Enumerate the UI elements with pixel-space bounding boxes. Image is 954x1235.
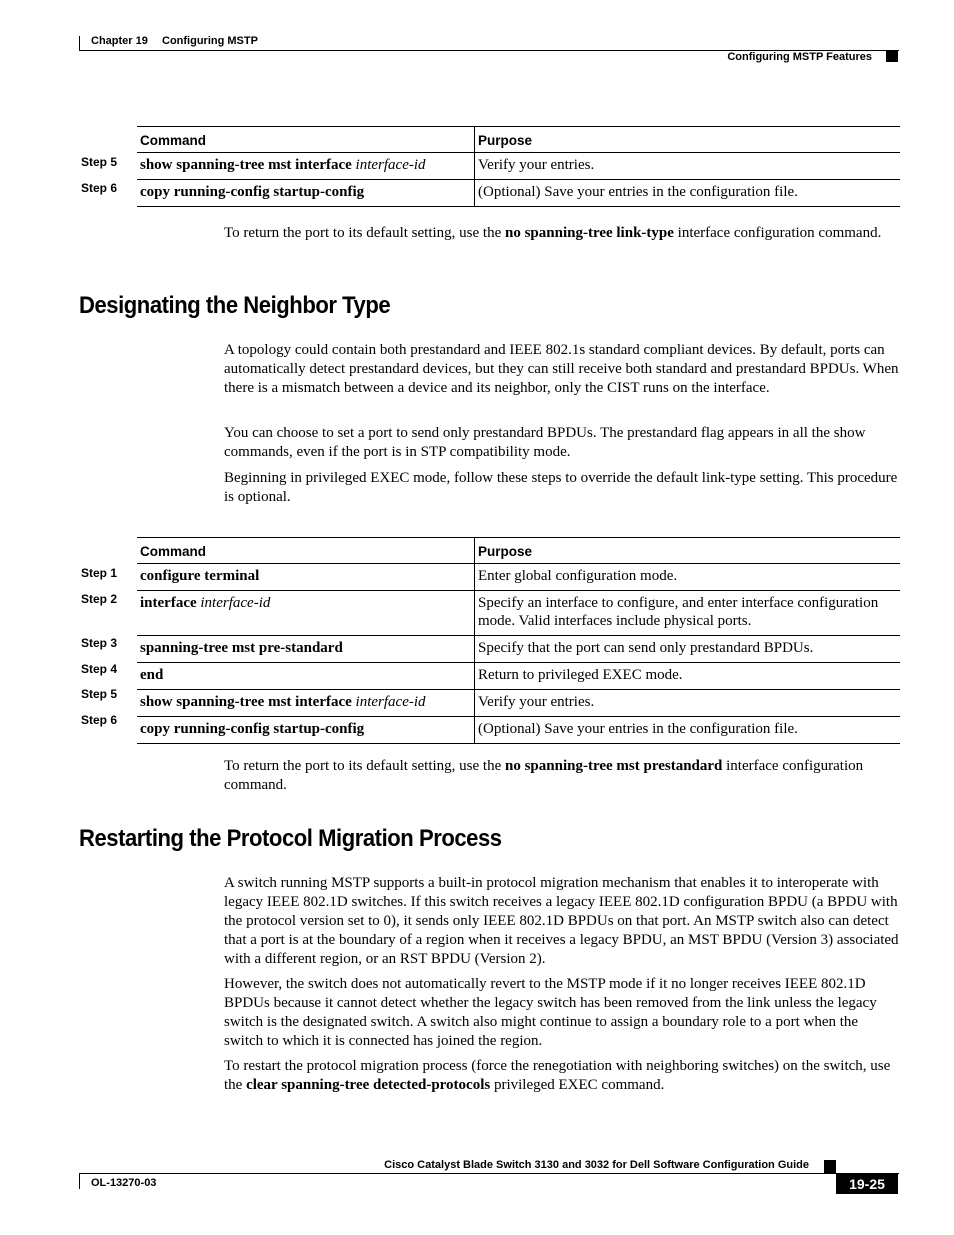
header-left-vertical-rule [79, 36, 80, 51]
section2-paragraph-3: To restart the protocol migration process (force the renegotiation with neighboring switches) on the switch, use the clear spanning-tree detected-protocols privileged EXEC command. [224, 1058, 891, 1093]
command-cell [137, 564, 475, 591]
table1-step-label: Step 6 [81, 181, 118, 195]
purpose-cell: Specify an interface to configure, and enter interface configuration mode. Valid interfaces include physical ports. [475, 591, 901, 636]
table2-step-label: Step 4 [81, 662, 118, 676]
command-argument: interface-id [355, 694, 426, 710]
header-marker-block [886, 50, 898, 62]
footer-doc-id: OL-13270-03 [91, 1177, 157, 1189]
table-row [137, 717, 900, 744]
table-row [137, 180, 900, 207]
command-cell [137, 636, 475, 663]
command-text: copy running-config startup-config [140, 184, 365, 200]
purpose-cell: Verify your entries. [475, 690, 901, 717]
table1-step-label: Step 5 [81, 155, 118, 169]
return-default-paragraph-2: To return the port to its default setting, use the no spanning-tree mst prestandard interface configuration command. [224, 758, 864, 793]
inline-command: no spanning-tree mst prestandard [504, 758, 723, 774]
section2-paragraph-2: However, the switch does not automatically revert to the MSTP mode if it no longer receives IEEE 802.1D BPDUs because it cannot detect whether the legacy switch has been removed from the link unless the legacy switch is the designated switch. A switch also might continue to assign a boundary role to a port when the switch to which it is connected has joined the region. [224, 976, 877, 1049]
table-row [137, 591, 900, 636]
column-header-command: Command [137, 538, 475, 564]
purpose-cell: Return to privileged EXEC mode. [475, 663, 901, 690]
table2-step-label: Step 2 [81, 592, 118, 606]
command-text: end [140, 667, 164, 683]
command-cell [137, 717, 475, 744]
table2-step-label: Step 1 [81, 566, 118, 580]
purpose-cell: Specify that the port can send only prestandard BPDUs. [475, 636, 901, 663]
footer-rule [79, 1173, 899, 1174]
column-header-purpose: Purpose [475, 538, 901, 564]
section1-paragraph-3: Beginning in privileged EXEC mode, follow these steps to override the default link-type setting. This procedure is optional. [224, 470, 898, 505]
footer-marker-block [824, 1160, 836, 1174]
section1-paragraph-2: You can choose to set a port to send only prestandard BPDUs. The prestandard flag appears in all the show commands, even if the port is in STP compatibility mode. [224, 425, 866, 460]
purpose-cell: (Optional) Save your entries in the configuration file. [475, 180, 901, 207]
command-table-2 [137, 537, 900, 744]
table-row [137, 153, 900, 180]
section2-paragraph-1: A switch running MSTP supports a built-in protocol migration mechanism that enables it to interoperate with legacy IEEE 802.1D switches. If this switch receives a legacy IEEE 802.1D configuration BPDU (a BPDU with the protocol version set to 0), it sends only IEEE 802.1D BPDUs on that port. An MSTP switch also can detect that a port is at the boundary of a region when it receives a legacy BPDU, an MST BPDU (Version 3) associated with a different region, or an RST BPDU (Version 2). [224, 875, 899, 967]
command-argument: interface-id [200, 595, 271, 611]
table-row [137, 636, 900, 663]
purpose-cell: Verify your entries. [475, 153, 901, 180]
section-heading-protocol-migration: Restarting the Protocol Migration Process [79, 825, 502, 852]
table2-step-label: Step 6 [81, 713, 118, 727]
purpose-cell: Enter global configuration mode. [475, 564, 901, 591]
command-text: copy running-config startup-config [140, 721, 365, 737]
footer-left-vertical-rule [79, 1173, 80, 1189]
command-table-1 [137, 126, 900, 207]
command-text: show spanning-tree mst interface [140, 694, 352, 710]
footer-guide-title: Cisco Catalyst Blade Switch 3130 and 3032 for Dell Software Configuration Guide [384, 1159, 809, 1171]
column-header-purpose: Purpose [475, 127, 901, 153]
page-number: 19-25 [836, 1174, 898, 1194]
table-row [137, 564, 900, 591]
table2-step-label: Step 5 [81, 687, 118, 701]
header-chapter: Chapter 19 [91, 35, 148, 47]
table-row [137, 663, 900, 690]
command-cell [137, 690, 475, 717]
command-text: configure terminal [140, 568, 260, 584]
command-cell [137, 180, 475, 207]
header-section: Configuring MSTP Features [727, 51, 872, 63]
table2-step-label: Step 3 [81, 636, 118, 650]
inline-command: no spanning-tree link-type [504, 225, 674, 241]
inline-command: clear spanning-tree detected-protocols [246, 1077, 491, 1093]
column-header-command: Command [137, 127, 475, 153]
table-row [137, 690, 900, 717]
section-heading-neighbor-type: Designating the Neighbor Type [79, 292, 391, 319]
table-header-row [137, 538, 900, 564]
section1-paragraph-1: A topology could contain both prestandard and IEEE 802.1s standard compliant devices. By default, ports can automatically detect prestandard devices, but they can still receive both standard and prestandard BPDUs. When there is a mismatch between a device and its neighbor, only the CIST runs on the interface. [224, 342, 899, 396]
command-text: interface [140, 595, 197, 611]
command-text: show spanning-tree mst interface [140, 157, 352, 173]
command-text: spanning-tree mst pre-standard [140, 640, 343, 656]
command-cell [137, 591, 475, 636]
purpose-cell: (Optional) Save your entries in the configuration file. [475, 717, 901, 744]
command-argument: interface-id [355, 157, 426, 173]
return-default-paragraph-1: To return the port to its default setting, use the no spanning-tree link-type interface configuration command. [224, 225, 882, 241]
command-cell [137, 153, 475, 180]
header-chapter-title: Configuring MSTP [162, 35, 258, 47]
command-cell [137, 663, 475, 690]
table-header-row [137, 127, 900, 153]
